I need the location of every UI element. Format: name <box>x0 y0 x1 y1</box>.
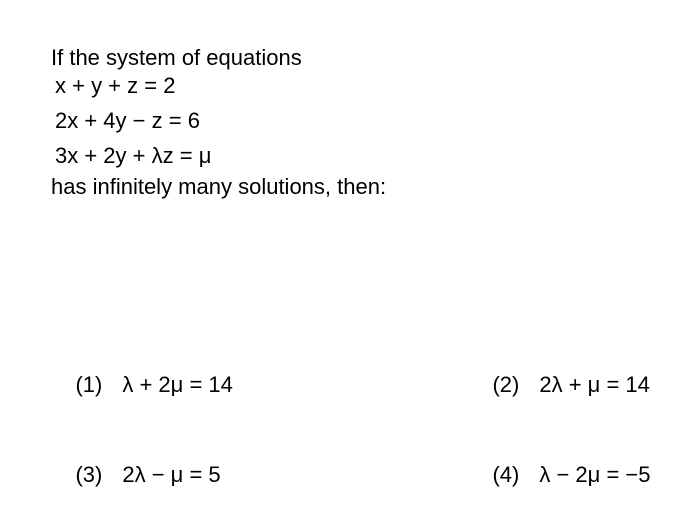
option-number: (1) <box>75 372 103 397</box>
option-text: λ − 2μ = −5 <box>539 462 651 487</box>
option-text: λ + 2μ = 14 <box>122 372 233 397</box>
option-text: 2λ + μ = 14 <box>539 372 650 397</box>
option-3[interactable] <box>51 436 221 514</box>
option-2[interactable] <box>468 346 650 424</box>
option-number: (2) <box>492 372 520 397</box>
equation-2: 2x + 4y − z = 6 <box>55 108 200 133</box>
equation-1: x + y + z = 2 <box>55 73 176 98</box>
question-intro-text: If the system of equations <box>51 45 302 70</box>
option-text: 2λ − μ = 5 <box>122 462 221 487</box>
option-number: (3) <box>75 462 103 487</box>
option-1[interactable] <box>51 346 233 424</box>
option-4[interactable] <box>468 436 650 514</box>
option-number: (4) <box>492 462 520 487</box>
equation-3: 3x + 2y + λz = μ <box>55 143 212 168</box>
question-tail-text: has infinitely many solutions, then: <box>51 174 387 199</box>
